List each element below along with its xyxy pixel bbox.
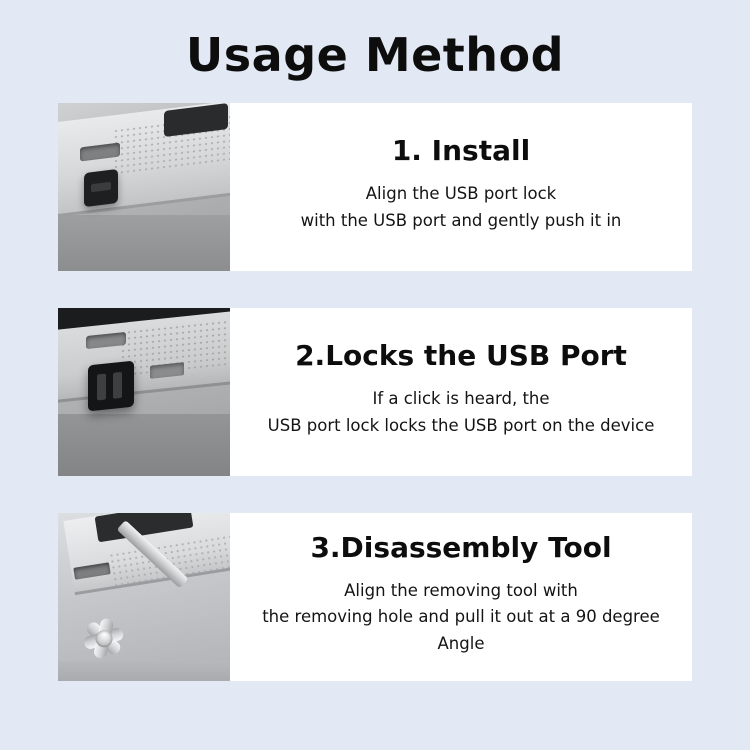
step-line: with the USB port and gently push it in	[300, 210, 622, 230]
steps-list	[0, 103, 750, 681]
list-item	[58, 103, 692, 271]
step-line: Align the removing tool with	[344, 580, 578, 600]
step-title: 2.Locks the USB Port	[295, 339, 627, 373]
step-title: 1. Install	[391, 134, 531, 168]
usb-port-lock-insert-photo	[58, 103, 230, 271]
step-line: If a click is heard, the	[372, 388, 550, 408]
usb-port-lock-removal-tool-photo	[58, 513, 230, 681]
step-line: the removing hole and pull it out at a 90 degree Angle	[262, 607, 660, 653]
step-text-pane	[230, 103, 692, 271]
step-title: 3.Disassembly Tool	[310, 530, 612, 564]
step-line: Align the USB port lock	[365, 183, 557, 203]
step-text-pane	[230, 513, 692, 681]
step-text-pane	[230, 308, 692, 476]
usb-port-lock-locked-photo	[58, 308, 230, 476]
list-item	[58, 513, 692, 681]
list-item	[58, 308, 692, 476]
step-line: USB port lock locks the USB port on the device	[267, 415, 655, 435]
page-title: Usage Method	[185, 28, 565, 82]
